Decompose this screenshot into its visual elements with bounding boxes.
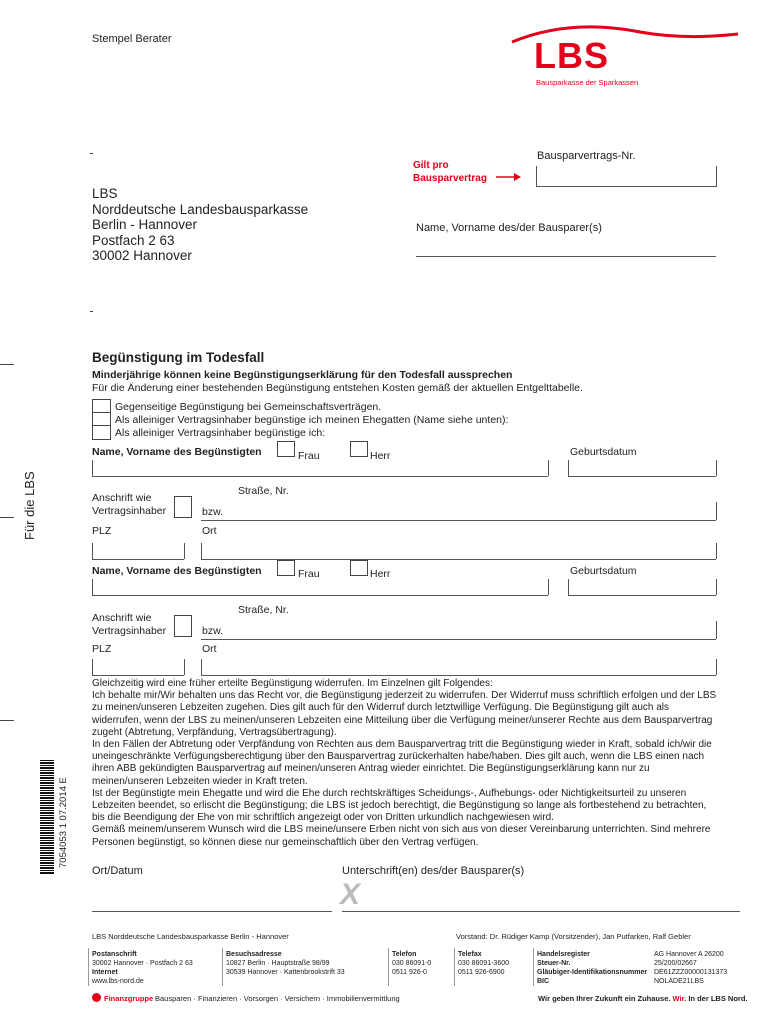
footer-line: 0511 926-0 — [392, 969, 427, 976]
terms-paragraph: Gemäß meinem/unserem Wunsch wird die LBS meine/unsere Erben nicht von sich aus von dieser Vereinbarung unterrichten. Sind mehrere Personen begünstigt, so können diese nur gemeinschaftlich über den Vertrag verfügen. — [92, 824, 711, 848]
footer-registry-value: AG Hannover A 26200 — [654, 951, 724, 958]
lbs-logo-text: LBS — [534, 35, 609, 76]
footer-column-fax — [458, 950, 509, 977]
terms-text — [92, 678, 718, 849]
male-label: Herr — [370, 568, 391, 580]
birth-date-field[interactable] — [568, 476, 716, 477]
footer-registry-label: BIC — [537, 978, 550, 985]
place-date-label: Ort/Datum — [92, 865, 143, 877]
lbs-logo-subtitle: Bausparkasse der Sparkassen — [536, 78, 639, 87]
field-divider — [92, 659, 93, 675]
field-divider — [92, 460, 93, 476]
address-like-line-1: Anschrift wie — [92, 612, 152, 624]
birth-date-label: Geburtsdatum — [570, 565, 637, 577]
form-code: 7054053 1 07.2014 E — [58, 777, 69, 868]
contract-no-label: Bausparvertrags-Nr. — [537, 150, 636, 162]
field-divider — [716, 621, 717, 639]
footer-column-title: Postanschrift — [92, 951, 137, 958]
male-label: Herr — [370, 450, 391, 462]
footer-divider — [88, 948, 89, 986]
footer-line: Internet — [92, 969, 118, 976]
address-like-line-1: Anschrift wie — [92, 492, 152, 504]
zip-field[interactable] — [92, 675, 184, 676]
beneficiary-name-label: Name, Vorname des Begünstigten — [92, 565, 262, 577]
footer-registry-label: Handelsregister — [537, 951, 590, 958]
option-label: Gegenseitige Begünstigung bei Gemeinschaftsverträgen. — [115, 401, 382, 413]
terms-paragraph: In den Fällen der Abtretung oder Verpfändung von Rechten aus dem Bausparvertrag tritt die Begünstigung wieder in Kraft, sobald ich/wir die uneingeschränkte Verfügungsberechtigung über den Bausparvertrag zurückerhalten habe/haben. Dies gilt auch, wenn die LBS einen nach ihren ABB gekündigten Bausparvertrag auf meinen/unseren Antrag wieder einrichtet. Die Begünstigungserklärung kann nur zu meinen/unseren Lebzeiten wieder in Kraft treten. — [92, 739, 712, 787]
footer-line: 10827 Berlin · Hauptstraße 98/99 — [226, 960, 330, 967]
field-divider — [184, 543, 185, 559]
field-divider — [201, 659, 202, 675]
female-label: Frau — [298, 568, 320, 580]
or-label: bzw. — [202, 625, 224, 637]
footer-column-postal — [92, 950, 193, 986]
address-like-holder-checkbox[interactable] — [174, 615, 192, 637]
address-line: 30002 Hannover — [92, 248, 192, 263]
field-divider — [716, 659, 717, 675]
street-field[interactable] — [201, 520, 716, 521]
female-checkbox[interactable] — [277, 441, 295, 457]
terms-paragraph: Ich behalte mir/Wir behalten uns das Recht vor, die Begünstigung jederzeit zu widerrufen. Der Widerruf muss schriftlich erfolgen und der LBS zu meinen/unseren Lebzeiten zugehen. Dies gilt auch für den Widerruf durch letztwillige Verfügung. Die Begünstigung gilt auch als widerrufen, wenn der LBS zu meinen/unseren Lebzeiten eine Mitteilung über die Verfügung meiner/unserer Rechte aus dem Bausparvertrag zugeht (Abtretung, Verpfändung, Vertragsübertragung). — [92, 690, 717, 738]
female-checkbox[interactable] — [277, 560, 295, 576]
address-like-holder-checkbox[interactable] — [174, 496, 192, 518]
field-divider — [92, 579, 93, 595]
lbs-logo — [510, 22, 740, 97]
footer-registry-value: DE61ZZZ00000131373 — [654, 969, 728, 976]
footer-group-brand: Finanzgruppe — [104, 994, 154, 1003]
arrow-right-icon — [496, 172, 522, 182]
footer-slogan — [538, 994, 748, 1003]
address-like-holder-label — [92, 492, 166, 518]
beneficiary-name-field[interactable] — [92, 595, 548, 596]
option-checkbox-other[interactable] — [92, 425, 111, 440]
signature-label: Unterschrift(en) des/der Bausparer(s) — [342, 865, 525, 877]
address-line: Norddeutsche Landesbausparkasse — [92, 201, 309, 217]
female-label: Frau — [298, 450, 320, 462]
signature-field[interactable] — [342, 911, 740, 912]
footer-slogan-part: Wir. — [672, 994, 687, 1003]
zip-label: PLZ — [92, 525, 112, 537]
footer-registry-labels — [537, 950, 647, 986]
birth-date-label: Geburtsdatum — [570, 446, 637, 458]
saver-name-label: Name, Vorname des/der Bausparer(s) — [416, 222, 602, 234]
footer-slogan-part: In der LBS Nord. — [688, 994, 748, 1003]
male-checkbox[interactable] — [350, 441, 368, 457]
city-label: Ort — [202, 643, 217, 655]
sparkasse-s-icon — [92, 993, 101, 1002]
field-divider — [568, 460, 569, 476]
footer-column-title: Telefon — [392, 951, 417, 958]
address-line: Postfach 2 63 — [92, 232, 175, 248]
footer-board: Vorstand: Dr. Rüdiger Kamp (Vorsitzender), Jan Putfarken, Ralf Gebler — [456, 932, 691, 941]
applies-line-1: Gilt pro — [413, 160, 449, 171]
terms-paragraph: Gleichzeitig wird eine früher erteilte Begünstigung widerrufen. Im Einzelnen gilt Folgendes: — [92, 678, 493, 689]
signature-mark: X — [340, 878, 361, 911]
footer-column-phone — [392, 950, 431, 977]
address-line: LBS — [92, 186, 118, 201]
field-divider — [548, 460, 549, 476]
footer-divider — [222, 948, 223, 986]
footer-company: LBS Norddeutsche Landesbausparkasse Berlin - Hannover — [92, 932, 289, 941]
footer-line: 030 86091-3600 — [458, 960, 509, 967]
address-like-line-2: Vertragsinhaber — [92, 505, 167, 517]
footer-divider — [533, 948, 534, 986]
footer-registry-value: NOLADE21LBS — [654, 978, 704, 985]
footer-column-title: Telefax — [458, 951, 482, 958]
section-title: Begünstigung im Todesfall — [92, 350, 265, 365]
beneficiary-name-label: Name, Vorname des Begünstigten — [92, 446, 262, 458]
footer-registry-value: 25/200/02667 — [654, 960, 697, 967]
birth-date-field[interactable] — [568, 595, 716, 596]
footer-slogan-part: Wir geben Ihrer Zukunft ein Zuhause. — [538, 994, 671, 1003]
option-label: Als alleiniger Vertragsinhaber begünstige ich meinen Ehegatten (Name siehe unten): — [115, 414, 509, 426]
beneficiary-name-field[interactable] — [92, 476, 548, 477]
fold-mark-bottom — [0, 720, 14, 721]
address-line: Berlin - Hannover — [92, 217, 198, 232]
field-divider — [568, 579, 569, 595]
place-date-field[interactable] — [92, 911, 332, 912]
footer-line: 0511 926-6900 — [458, 969, 505, 976]
city-field[interactable] — [201, 675, 716, 676]
field-divider — [716, 579, 717, 595]
footer-column-visit — [226, 950, 345, 977]
footer-line[interactable]: www.lbs-nord.de — [92, 978, 144, 985]
zip-label: PLZ — [92, 643, 112, 655]
footer-registry-values — [654, 950, 727, 986]
footer-registry-label: Gläubiger-Identifikationsnummer — [537, 969, 648, 976]
option-label: Als alleiniger Vertragsinhaber begünstige ich: — [115, 427, 326, 439]
street-label: Straße, Nr. — [238, 485, 289, 497]
city-label: Ort — [202, 525, 217, 537]
field-divider — [92, 543, 93, 559]
barcode — [40, 760, 54, 875]
field-divider — [716, 502, 717, 520]
fold-mark-top — [0, 364, 14, 365]
field-divider — [716, 460, 717, 476]
or-label: bzw. — [202, 506, 224, 518]
saver-name-field[interactable] — [416, 256, 716, 257]
contract-no-field[interactable] — [536, 166, 717, 187]
footer-divider — [388, 948, 389, 986]
address-like-line-2: Vertragsinhaber — [92, 625, 167, 637]
intro-bold: Minderjährige können keine Begünstigungserklärung für den Todesfall aussprechen — [92, 369, 513, 381]
footer-line: 30539 Hannover · Kattenbrookstrift 33 — [226, 969, 345, 976]
zip-field[interactable] — [92, 559, 184, 560]
window-corner-mark — [90, 153, 93, 154]
address-like-holder-label — [92, 612, 166, 638]
footer-services: Bausparen · Finanzieren · Vorsorgen · Versichern · Immobilienvermittlung — [155, 994, 400, 1003]
window-corner-mark — [90, 311, 93, 312]
side-label: Für die LBS — [22, 471, 37, 540]
intro-text: Für die Änderung einer bestehenden Begünstigung entstehen Kosten gemäß der aktuellen Entgelttabelle. — [92, 382, 583, 394]
footer-divider — [454, 948, 455, 986]
fold-mark-middle — [0, 517, 14, 518]
terms-paragraph: Ist der Begünstigte mein Ehegatte und wird die Ehe durch rechtskräftiges Scheidungs-, Aufhebungs- oder Nichtigkeitsurteil zu unseren Lebzeiten beendet, so erlischt die Begünstigung; die LBS ist jedoch berechtigt, die Begünstigung so lange als fortbestehend zu betrachten, bis die Beendigung der Ehe von mir schriftlich angezeigt oder von Dritten urkundlich nachgewiesen wird. — [92, 787, 707, 824]
stamp-label: Stempel Berater — [92, 33, 172, 45]
street-field[interactable] — [201, 639, 716, 640]
field-divider — [716, 543, 717, 559]
street-label: Straße, Nr. — [238, 604, 289, 616]
applies-per-contract-label — [413, 159, 487, 185]
applies-line-2: Bausparvertrag — [413, 173, 487, 184]
footer-column-title: Besuchsadresse — [226, 951, 282, 958]
footer-registry-label: Steuer-Nr. — [537, 960, 571, 967]
footer-line: 030 86091-0 — [392, 960, 432, 967]
field-divider — [201, 543, 202, 559]
footer-line: 30002 Hannover · Postfach 2 63 — [92, 960, 193, 967]
field-divider — [548, 579, 549, 595]
recipient-address — [92, 186, 308, 264]
male-checkbox[interactable] — [350, 560, 368, 576]
field-divider — [184, 659, 185, 675]
